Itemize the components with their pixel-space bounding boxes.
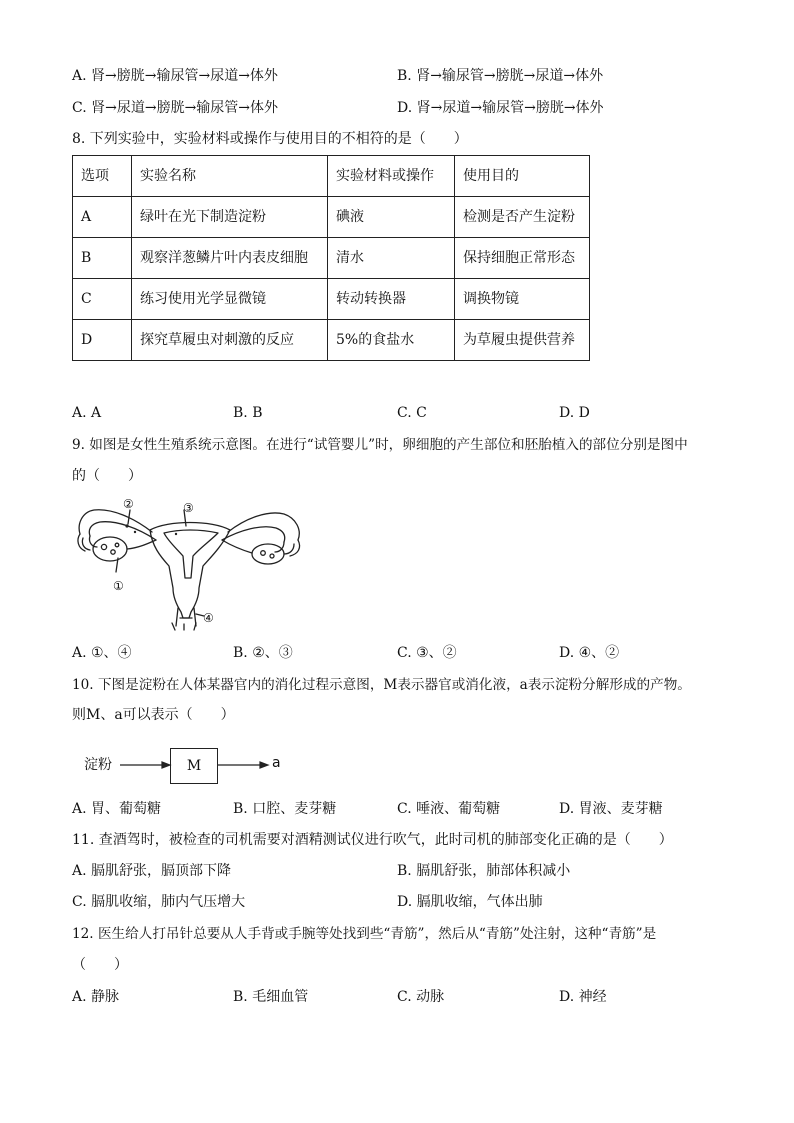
figure-label-2: ② [123,497,134,511]
q8-option-a: A. A [72,405,102,421]
table-cell: 清水 [328,238,455,279]
table-cell: 绿叶在光下制造淀粉 [132,197,328,238]
q7-option-d: D. 肾→尿道→输尿管→膀胱→体外 [397,100,604,116]
q7-option-c: C. 肾→尿道→膀胱→输尿管→体外 [72,100,279,116]
table-row [73,238,590,279]
figure-label-3: ③ [183,501,194,515]
figure-label-1: ① [113,579,124,593]
table-cell: A [73,197,132,238]
table-header-row [73,156,590,197]
q9-option-d: D. ④、② [559,645,620,661]
q8-option-c: C. C [397,405,427,421]
q8-option-d: D. D [559,405,590,421]
q9-option-b: B. ②、③ [233,645,293,661]
q9-option-a: A. ①、④ [72,645,132,661]
q12-option-a: A. 静脉 [72,989,120,1005]
table-cell: 练习使用光学显微镜 [132,279,328,320]
table-row [73,279,590,320]
q12-stem-line1: 12. 医生给人打吊针总要从人手背或手腕等处找到些“青筋”，然后从“青筋”处注射，这种“青筋”是 [72,926,657,942]
figure-label-4: ④ [203,611,214,625]
q9-stem-line1: 9. 如图是女性生殖系统示意图。在进行“试管婴儿”时，卵细胞的产生部位和胚胎植入的部位分别是图中 [72,437,688,453]
q12-stem-line2: （ ） [72,957,128,973]
flow-output-label: a [272,755,281,771]
q12-option-c: C. 动脉 [397,989,445,1005]
q10-option-b: B. 口腔、麦芽糖 [233,801,337,817]
q10-stem-line2: 则M、a可以表示（ ） [72,707,235,723]
q7-option-a: A. 肾→膀胱→输尿管→尿道→体外 [72,68,278,84]
q10-option-c: C. 唾液、葡萄糖 [397,801,501,817]
q11-stem: 11. 查酒驾时，被检查的司机需要对酒精测试仪进行吹气，此时司机的肺部变化正确的是（ ） [72,832,673,848]
q11-option-b: B. 膈肌舒张，肺部体积减小 [397,863,571,879]
table-cell: 观察洋葱鳞片叶内表皮细胞 [132,238,328,279]
table-header-cell: 使用目的 [455,156,590,197]
q11-option-d: D. 膈肌收缩，气体出肺 [397,894,543,910]
flow-input-label: 淀粉 [84,757,112,773]
q10-option-a: A. 胃、葡萄糖 [72,801,162,817]
flow-box-m: M [170,748,218,784]
reproductive-system-figure [72,496,308,632]
q12-option-d: D. 神经 [559,989,607,1005]
q11-option-a: A. 膈肌舒张，膈顶部下降 [72,863,232,879]
q10-option-d: D. 胃液、麦芽糖 [559,801,663,817]
q9-option-c: C. ③、② [397,645,457,661]
table-cell: 调换物镜 [455,279,590,320]
q8-option-b: B. B [233,405,263,421]
table-cell: 碘液 [328,197,455,238]
q10-stem-line1: 10. 下图是淀粉在人体某器官内的消化过程示意图，M表示器官或消化液，a表示淀粉分解形成的产物。 [72,677,691,693]
q12-option-b: B. 毛细血管 [233,989,309,1005]
table-header-cell: 选项 [73,156,132,197]
table-cell: 探究草履虫对刺激的反应 [132,320,328,361]
q11-option-c: C. 膈肌收缩，肺内气压增大 [72,894,246,910]
table-cell: D [73,320,132,361]
q7-option-b: B. 肾→输尿管→膀胱→尿道→体外 [397,68,604,84]
table-cell: 5%的食盐水 [328,320,455,361]
table-cell: B [73,238,132,279]
table-header-cell: 实验名称 [132,156,328,197]
table-cell: 为草履虫提供营养 [455,320,590,361]
table-cell: 检测是否产生淀粉 [455,197,590,238]
table-row [73,320,590,361]
table-row [73,197,590,238]
q9-stem-line2: 的（ ） [72,468,142,484]
table-cell: 转动转换器 [328,279,455,320]
table-header-cell: 实验材料或操作 [328,156,455,197]
table-cell: C [73,279,132,320]
q8-experiment-table [72,155,590,361]
table-cell: 保持细胞正常形态 [455,238,590,279]
q8-stem: 8. 下列实验中，实验材料或操作与使用目的不相符的是（ ） [72,131,468,147]
